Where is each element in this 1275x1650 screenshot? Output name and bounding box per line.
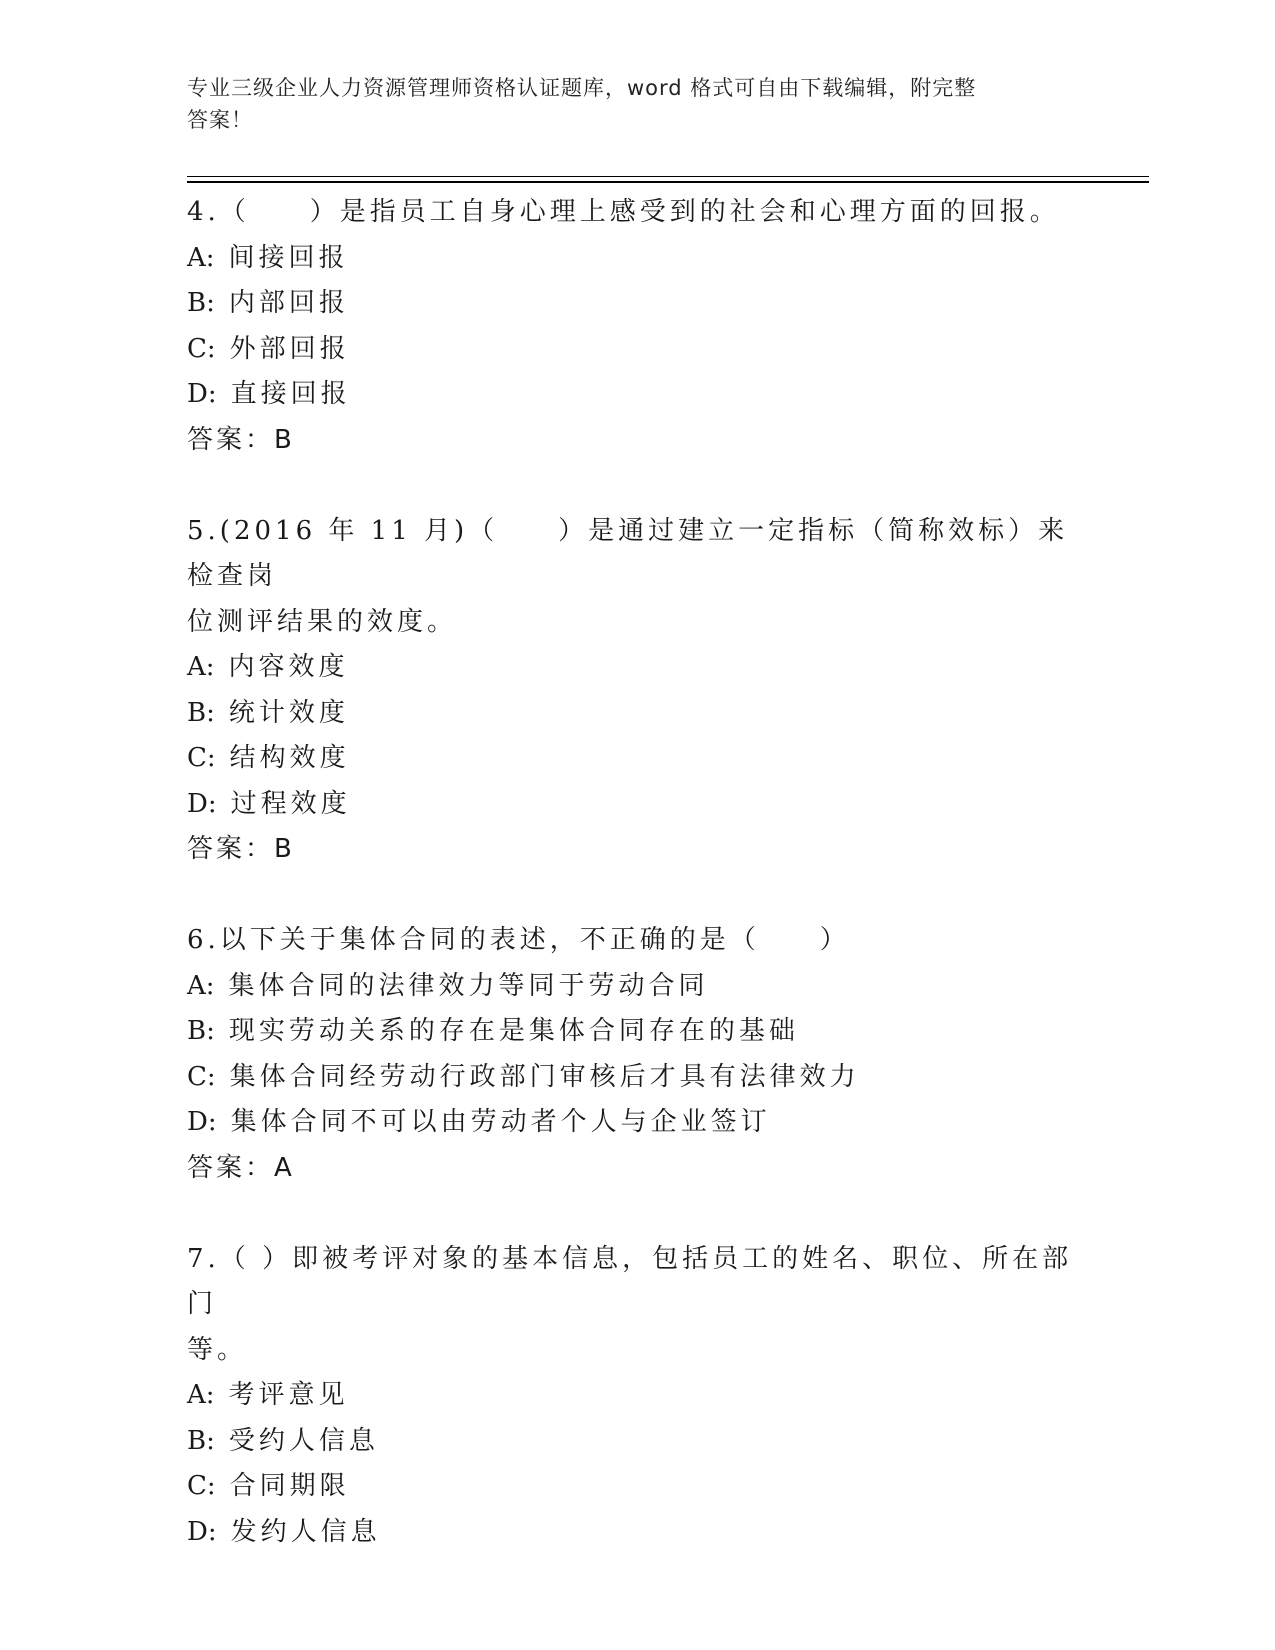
question-7 [187, 1237, 1087, 1556]
option-key: D: [187, 1516, 217, 1547]
stem-line: 位测评结果的效度。 [187, 606, 458, 637]
option-b [187, 1009, 1087, 1055]
option-text: 集体合同不可以由劳动者个人与企业签订 [230, 1107, 771, 1137]
option-a [187, 645, 1087, 691]
option-key: B: [187, 697, 215, 728]
option-key: A: [187, 1380, 215, 1410]
option-d [187, 1510, 1087, 1556]
option-text: 集体合同经劳动行政部门审核后才具有法律效力 [229, 1061, 860, 1092]
option-key: C: [187, 333, 216, 364]
option-a [187, 236, 1087, 282]
option-text: 合同期限 [229, 1471, 350, 1501]
option-a [187, 964, 1087, 1010]
option-text: 内部回报 [228, 288, 349, 318]
question-spacer [187, 463, 1087, 509]
option-c [187, 1055, 1087, 1101]
header-divider-thin [187, 176, 1149, 177]
option-a [187, 1373, 1087, 1419]
option-key: B: [187, 1425, 215, 1456]
option-b [187, 691, 1087, 737]
question-list [187, 190, 1087, 1555]
answer-line: 答案：A [187, 1152, 295, 1183]
option-key: C: [187, 1061, 216, 1092]
option-key: A: [187, 970, 215, 1001]
header-line-2: 答案！ [187, 108, 253, 132]
question-6 [187, 918, 1087, 1237]
question-stem [187, 1237, 1087, 1374]
option-key: A: [187, 652, 215, 682]
option-key: A: [187, 242, 215, 273]
option-c [187, 327, 1087, 373]
stem-line: 4.（ ）是指员工自身心理上感受到的社会和心理方面的回报。 [187, 197, 1060, 227]
question-stem [187, 509, 1087, 646]
option-text: 受约人信息 [228, 1425, 379, 1456]
question-5 [187, 509, 1087, 919]
document-header [187, 72, 1067, 136]
question-spacer [187, 1191, 1087, 1237]
option-d [187, 372, 1087, 418]
question-stem [187, 918, 1087, 964]
option-text: 统计效度 [228, 697, 349, 728]
option-text: 外部回报 [229, 333, 350, 364]
header-line-1: 专业三级企业人力资源管理师资格认证题库，word 格式可自由下载编辑，附完整 [187, 76, 977, 100]
answer-line: 答案：B [187, 424, 295, 455]
option-text: 过程效度 [230, 788, 351, 819]
option-text: 直接回报 [230, 379, 351, 409]
option-text: 间接回报 [228, 242, 349, 273]
option-text: 集体合同的法律效力等同于劳动合同 [228, 970, 709, 1001]
option-text: 现实劳动关系的存在是集体合同存在的基础 [228, 1016, 799, 1046]
option-key: C: [187, 743, 216, 773]
option-key: D: [187, 1107, 217, 1137]
question-stem [187, 190, 1087, 236]
stem-line: 5.(2016 年 11 月)（ ）是通过建立一定指标（简称效标）来检查岗 [187, 515, 1069, 591]
option-text: 考评意见 [228, 1380, 349, 1410]
answer-line: 答案：B [187, 834, 295, 864]
option-b [187, 1419, 1087, 1465]
option-b [187, 281, 1087, 327]
question-4 [187, 190, 1087, 509]
option-d [187, 782, 1087, 828]
option-c [187, 736, 1087, 782]
stem-line: 等。 [187, 1334, 248, 1365]
option-key: C: [187, 1471, 216, 1501]
header-divider-thick [187, 181, 1149, 183]
option-d [187, 1100, 1087, 1146]
option-c [187, 1464, 1087, 1510]
option-text: 发约人信息 [230, 1516, 381, 1547]
option-text: 结构效度 [229, 743, 350, 773]
stem-line: 7.（ ）即被考评对象的基本信息，包括员工的姓名、职位、所在部门 [187, 1243, 1073, 1319]
question-spacer [187, 873, 1087, 919]
stem-line: 6.以下关于集体合同的表述，不正确的是（ ） [187, 925, 850, 955]
option-key: B: [187, 1016, 215, 1046]
option-text: 内容效度 [228, 652, 349, 682]
option-key: D: [187, 788, 217, 819]
option-key: B: [187, 288, 215, 318]
option-key: D: [187, 379, 217, 409]
